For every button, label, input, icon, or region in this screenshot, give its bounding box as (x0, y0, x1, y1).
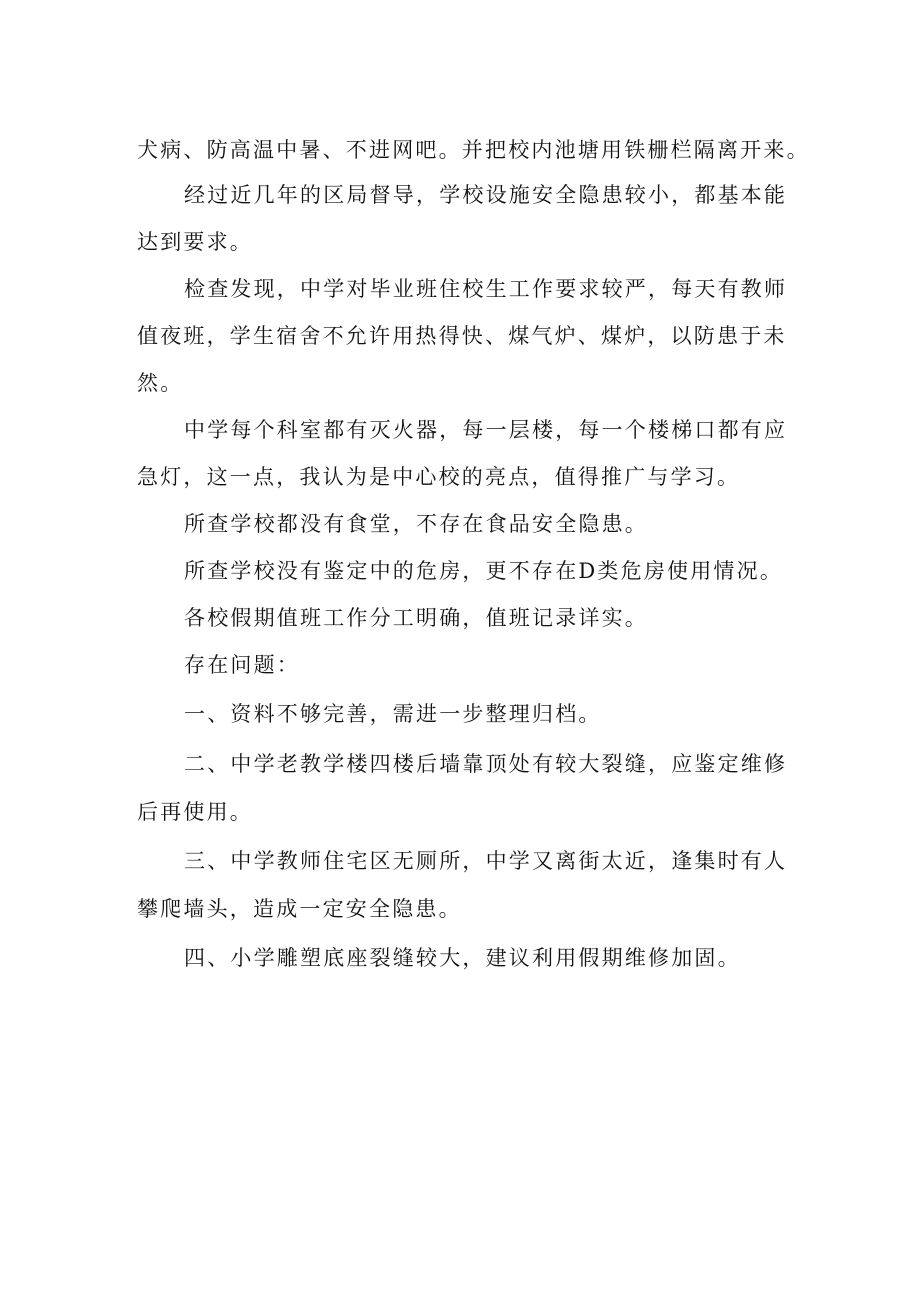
text-line: 存在问题： (184, 653, 300, 677)
text-line: 然。 (137, 371, 184, 395)
text-line: 后再使用。 (137, 800, 253, 824)
text-line: 中学每个科室都有灭火器，每一层楼，每一个楼梯口都有应 (184, 418, 788, 442)
text-line: 各校假期值班工作分工明确，值班记录详实。 (184, 606, 648, 630)
text-line: 急灯，这一点，我认为是中心校的亮点，值得推广与学习。 (137, 465, 741, 489)
text-line: 经过近几年的区局督导，学校设施安全隐患较小，都基本能 (184, 183, 788, 207)
text-line: 四、小学雕塑底座裂缝较大，建议利用假期维修加固。 (184, 946, 741, 970)
text-line: 三、中学教师住宅区无厕所，中学又离街太近，逢集时有人 (184, 849, 788, 873)
text-line: 检查发现，中学对毕业班住校生工作要求较严，每天有教师 (184, 277, 788, 301)
text-line: 犬病、防高温中暑、不进网吧。并把校内池塘用铁栅栏隔离开来。 (137, 138, 810, 162)
text-line: 值夜班，学生宿舍不允许用热得快、煤气炉、煤炉，以防患于未 (137, 324, 787, 348)
text-line: 所查学校都没有食堂，不存在食品安全隐患。 (184, 512, 648, 536)
document-body (137, 128, 810, 983)
text-line: 达到要求。 (137, 230, 253, 254)
text-line: 攀爬墙头，造成一定安全隐患。 (137, 897, 462, 921)
text-line: 二、中学老教学楼四楼后墙靠顶处有较大裂缝，应鉴定维修 (184, 752, 788, 776)
text-line: 一、资料不够完善，需进一步整理归档。 (184, 702, 602, 726)
text-line: 所查学校没有鉴定中的危房，更不存在D类危房使用情况。 (184, 559, 784, 583)
